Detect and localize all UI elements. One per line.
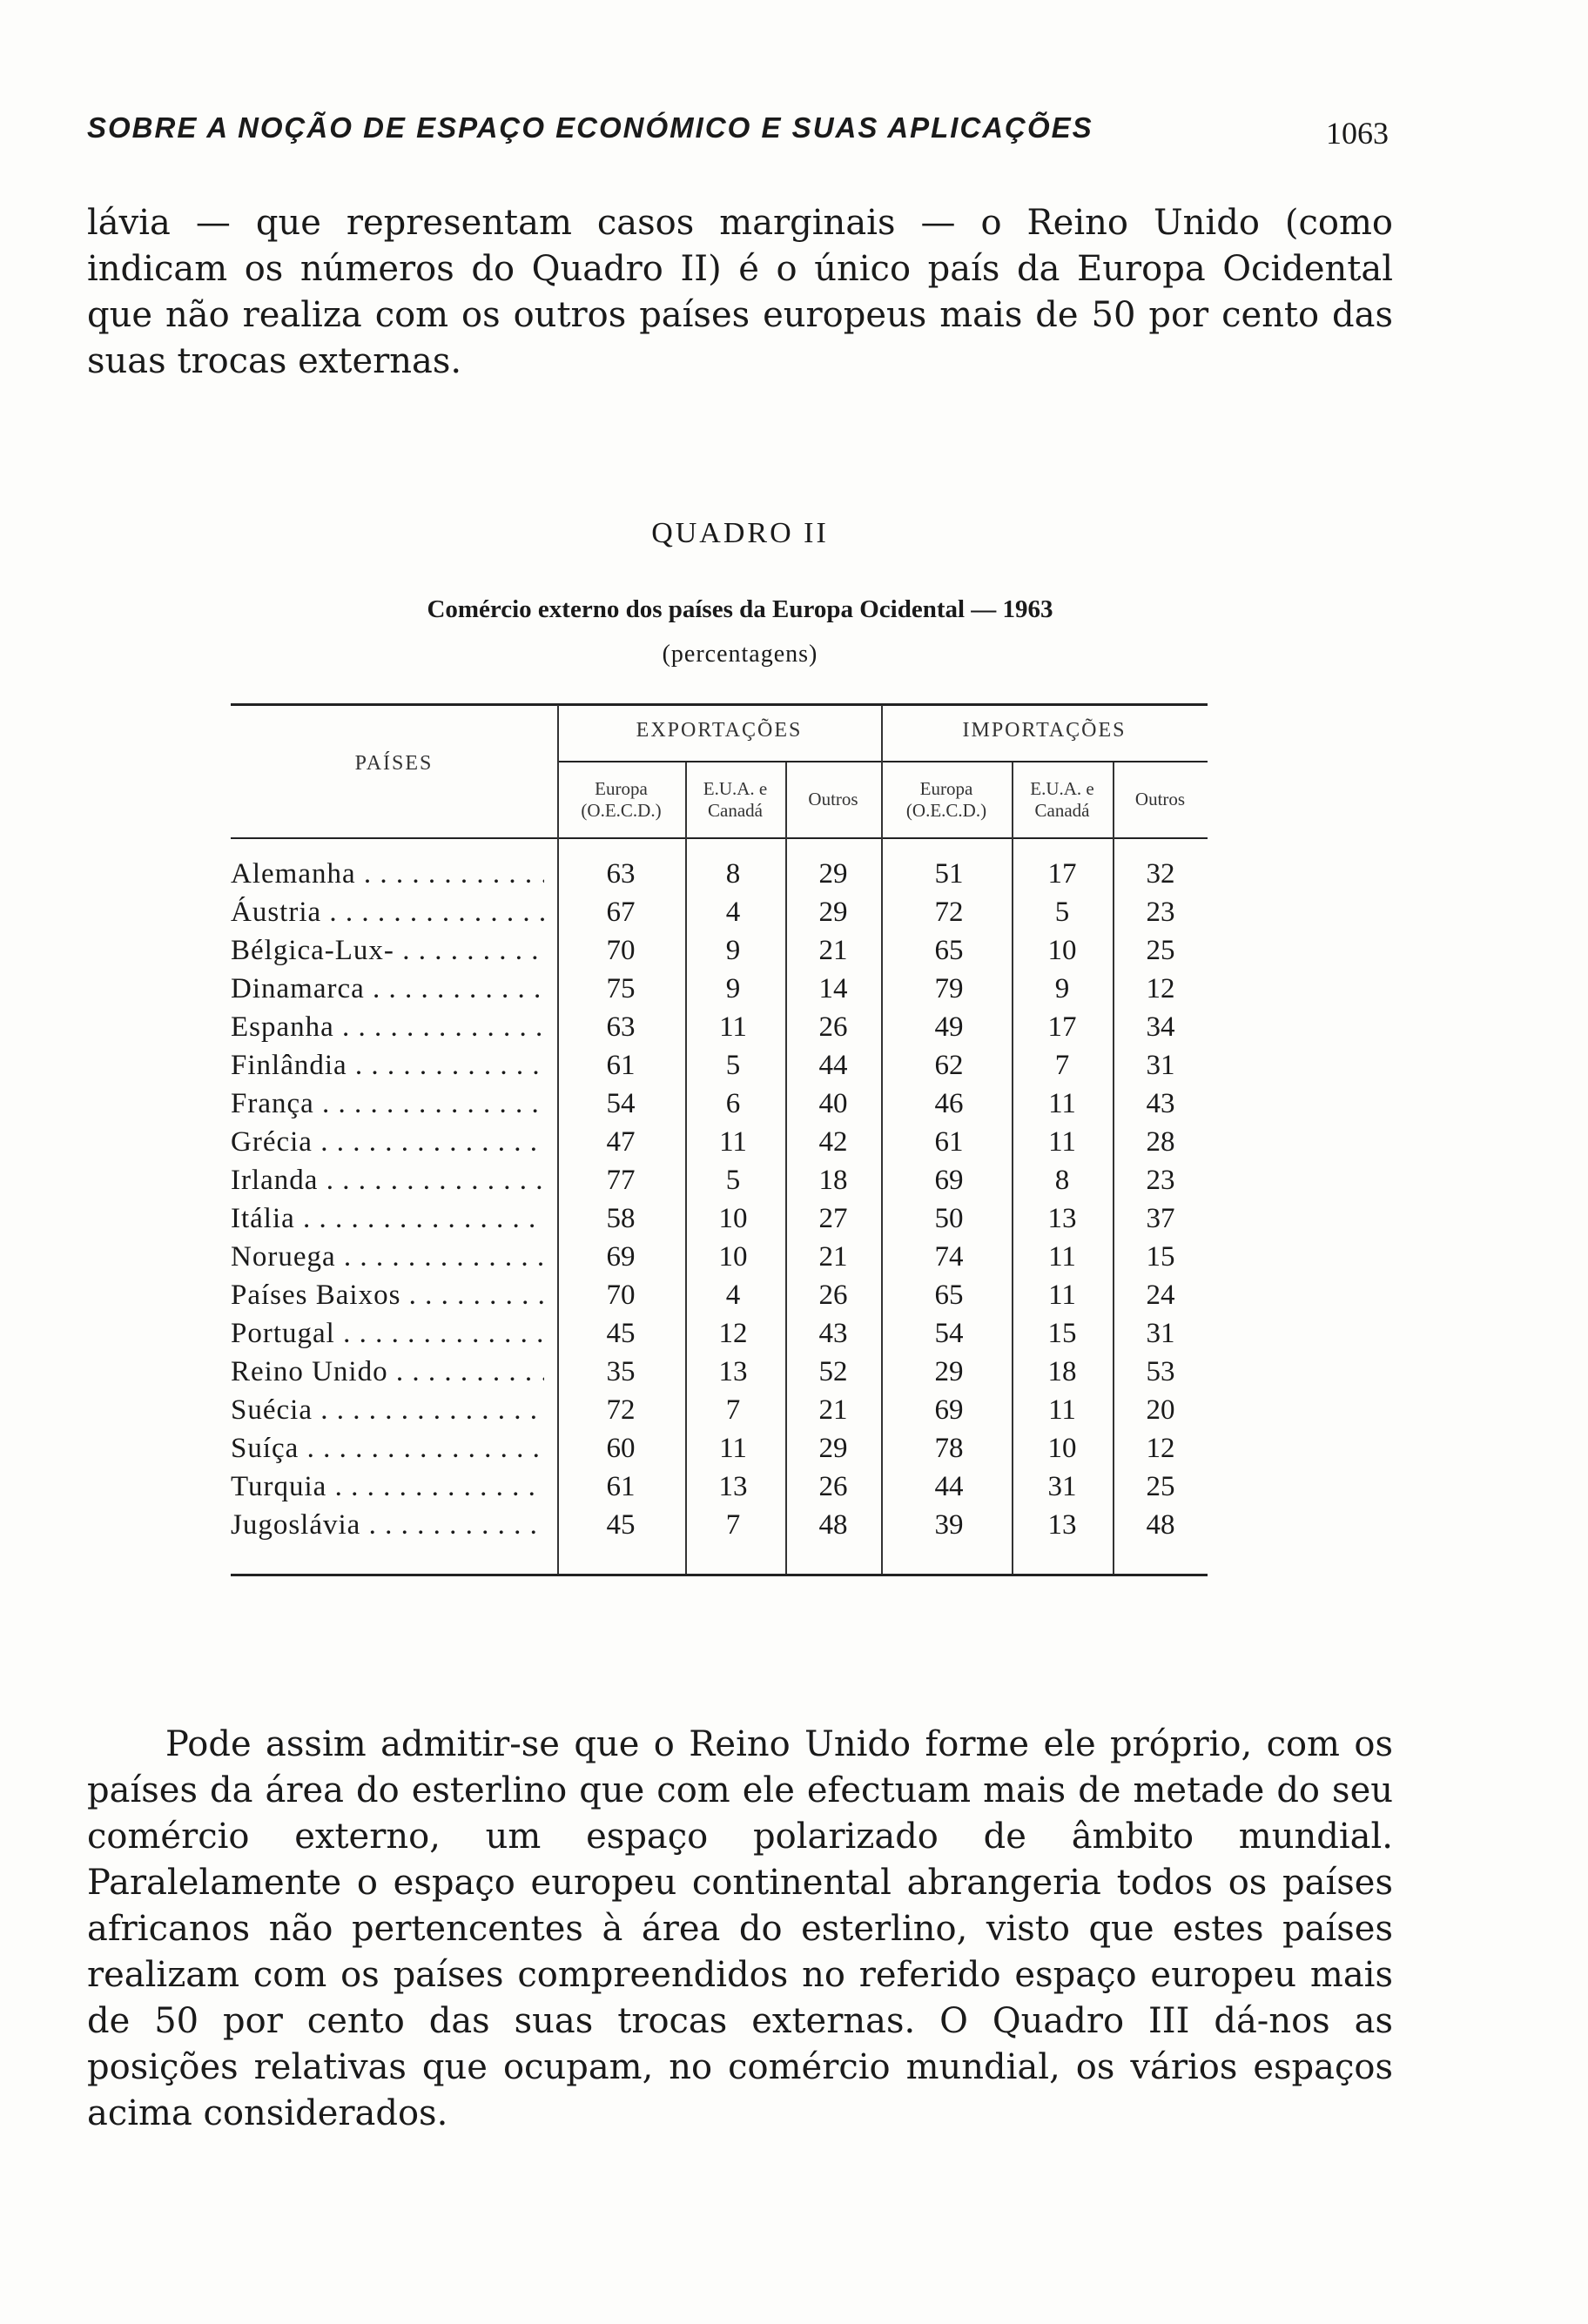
exp-others-value: 21	[818, 935, 848, 966]
row-country: Noruega . . .	[231, 1241, 544, 1273]
exp-usa-value: 5	[725, 1050, 741, 1081]
header-exp-europe	[557, 778, 685, 822]
imp-others-value: 34	[1146, 1011, 1175, 1043]
imp-usa-value: 10	[1047, 935, 1077, 966]
header-imp-europe	[881, 778, 1012, 822]
table-row	[231, 1011, 1215, 1050]
imp-others-value: 24	[1146, 1280, 1175, 1311]
exp-others-value: 48	[818, 1509, 848, 1541]
table-row	[231, 973, 1215, 1011]
imp-europe-value: 29	[934, 1356, 964, 1387]
exp-europe-value: 70	[606, 1280, 636, 1311]
imp-usa-value: 11	[1048, 1088, 1076, 1119]
header-countries: PAÍSES	[354, 752, 434, 775]
table-row	[231, 1318, 1215, 1356]
table-header-rule	[231, 837, 1208, 839]
running-head: SOBRE A NOÇÃO DE ESPAÇO ECONÓMICO E SUAS APLICAÇÕES	[87, 111, 1093, 144]
row-country: Finlândia . . .	[231, 1050, 544, 1082]
imp-europe-value: 65	[934, 935, 964, 966]
imp-others-value: 48	[1146, 1509, 1175, 1541]
exp-others-value: 18	[818, 1165, 848, 1196]
exp-usa-value: 13	[718, 1356, 748, 1387]
row-country: Bélgica-Lux- . . .	[231, 935, 544, 967]
row-country: Turquia . . .	[231, 1471, 544, 1503]
table-bottom-rule	[231, 1574, 1208, 1576]
table-group-rule-imports	[881, 761, 1208, 762]
exp-others-value: 27	[818, 1203, 848, 1234]
header-exp-others: Outros	[808, 789, 858, 809]
exp-others-value: 52	[818, 1356, 848, 1387]
exp-others-value: 14	[818, 973, 848, 1004]
header-imp-europe-line1: Europa	[919, 778, 973, 799]
row-country: Jugoslávia . . .	[231, 1509, 544, 1541]
imp-others-value: 31	[1146, 1318, 1175, 1349]
table-row	[231, 1050, 1215, 1088]
imp-europe-value: 44	[934, 1471, 964, 1502]
imp-usa-value: 5	[1054, 897, 1070, 928]
exp-usa-value: 10	[718, 1241, 748, 1273]
imp-usa-value: 18	[1047, 1356, 1077, 1387]
imp-others-value: 31	[1146, 1050, 1175, 1081]
table-unit: (percentagens)	[662, 641, 818, 668]
exp-others-value: 29	[818, 858, 848, 890]
paragraph-1: lávia — que representam casos marginais — o Reino Unido (como indicam os números do Quadro II) é o único país da Europa Ocidental que não realiza com os outros países europeus mais de 50 por cento das suas trocas externas.	[87, 203, 1393, 381]
row-country: Áustria . . .	[231, 897, 544, 929]
table-row	[231, 1280, 1215, 1318]
row-country: Alemanha . . .	[231, 858, 544, 890]
row-country: Países Baixos . . .	[231, 1280, 544, 1312]
exp-europe-value: 75	[606, 973, 636, 1004]
header-imp-usa-line1: E.U.A. e	[1030, 778, 1094, 799]
imp-others-value: 20	[1146, 1394, 1175, 1426]
exp-usa-value: 7	[725, 1509, 741, 1541]
exp-usa-value: 7	[725, 1394, 741, 1426]
exp-europe-value: 58	[606, 1203, 636, 1234]
imp-europe-value: 69	[934, 1394, 964, 1426]
table-label: QUADRO II	[651, 517, 829, 549]
header-exp-usa	[685, 778, 785, 822]
imp-others-value: 25	[1146, 935, 1175, 966]
imp-usa-value: 17	[1047, 858, 1077, 890]
imp-europe-value: 78	[934, 1433, 964, 1464]
imp-others-value: 23	[1146, 1165, 1175, 1196]
exp-europe-value: 45	[606, 1318, 636, 1349]
exp-usa-value: 11	[719, 1433, 747, 1464]
exp-usa-value: 6	[725, 1088, 741, 1119]
imp-europe-value: 62	[934, 1050, 964, 1081]
header-exp-usa-line2: Canadá	[708, 800, 763, 821]
exp-europe-value: 77	[606, 1165, 636, 1196]
exp-others-value: 40	[818, 1088, 848, 1119]
exp-europe-value: 72	[606, 1394, 636, 1426]
table-row	[231, 1165, 1215, 1203]
imp-europe-value: 39	[934, 1509, 964, 1541]
imp-usa-value: 9	[1054, 973, 1070, 1004]
exp-europe-value: 69	[606, 1241, 636, 1273]
exp-europe-value: 63	[606, 1011, 636, 1043]
row-country: França . . .	[231, 1088, 544, 1120]
imp-usa-value: 31	[1047, 1471, 1077, 1502]
exp-europe-value: 70	[606, 935, 636, 966]
exp-others-value: 42	[818, 1126, 848, 1158]
exp-usa-value: 9	[725, 935, 741, 966]
exp-europe-value: 54	[606, 1088, 636, 1119]
imp-europe-value: 54	[934, 1318, 964, 1349]
table-row	[231, 1088, 1215, 1126]
imp-others-value: 43	[1146, 1088, 1175, 1119]
exp-europe-value: 63	[606, 858, 636, 890]
imp-usa-value: 11	[1048, 1280, 1076, 1311]
imp-usa-value: 13	[1047, 1509, 1077, 1541]
imp-others-value: 12	[1146, 973, 1175, 1004]
exp-usa-value: 4	[725, 897, 741, 928]
header-imp-usa-line2: Canadá	[1034, 800, 1090, 821]
exp-europe-value: 61	[606, 1050, 636, 1081]
imp-others-value: 37	[1146, 1203, 1175, 1234]
header-imp-usa	[1012, 778, 1113, 822]
imp-europe-value: 61	[934, 1126, 964, 1158]
imp-europe-value: 50	[934, 1203, 964, 1234]
page-number: 1063	[1326, 116, 1389, 151]
header-exp-europe-line1: Europa	[595, 778, 648, 799]
exp-others-value: 44	[818, 1050, 848, 1081]
exp-others-value: 29	[818, 897, 848, 928]
row-country: Grécia . . .	[231, 1126, 544, 1159]
imp-others-value: 23	[1146, 897, 1175, 928]
imp-usa-value: 10	[1047, 1433, 1077, 1464]
exp-usa-value: 12	[718, 1318, 748, 1349]
paragraph-2: Pode assim admitir-se que o Reino Unido forme ele próprio, com os países da área do esterlino que com ele efectuam mais de metade do seu comércio externo, um espaço polarizado de âmbito mundial. Paralelamente o espaço europeu continental abrangeria todos os países africanos não pertencentes à área do esterlino, visto que estes países realizam com os países compreendidos no referido espaço europeu mais de 50 por cento das suas trocas externas. O Quadro III dá-nos as posições relativas que ocupam, no comércio mundial, os vários espaços acima considerados.	[87, 1724, 1393, 2133]
row-country: Portugal . . .	[231, 1318, 544, 1350]
exp-others-value: 21	[818, 1394, 848, 1426]
imp-europe-value: 79	[934, 973, 964, 1004]
exp-europe-value: 61	[606, 1471, 636, 1502]
table-row	[231, 1471, 1215, 1509]
row-country: Reino Unido . . .	[231, 1356, 544, 1388]
exp-europe-value: 47	[606, 1126, 636, 1158]
imp-europe-value: 51	[934, 858, 964, 890]
table-row	[231, 858, 1215, 897]
row-country: Irlanda . . .	[231, 1165, 544, 1197]
exp-others-value: 29	[818, 1433, 848, 1464]
imp-europe-value: 72	[934, 897, 964, 928]
row-country: Dinamarca . . .	[231, 973, 544, 1005]
imp-usa-value: 11	[1048, 1394, 1076, 1426]
header-imp-others: Outros	[1134, 789, 1186, 809]
imp-others-value: 15	[1146, 1241, 1175, 1273]
exp-others-value: 26	[818, 1471, 848, 1502]
imp-europe-value: 74	[934, 1241, 964, 1273]
row-country: Espanha . . .	[231, 1011, 544, 1044]
row-country: Suécia . . .	[231, 1394, 544, 1427]
imp-europe-value: 46	[934, 1088, 964, 1119]
header-imp-europe-line2: (O.E.C.D.)	[905, 800, 987, 821]
imp-others-value: 12	[1146, 1433, 1175, 1464]
imp-others-value: 28	[1146, 1126, 1175, 1158]
imp-usa-value: 11	[1048, 1241, 1076, 1273]
imp-usa-value: 15	[1047, 1318, 1077, 1349]
imp-others-value: 25	[1146, 1471, 1175, 1502]
table-row	[231, 1509, 1215, 1548]
exp-usa-value: 10	[718, 1203, 748, 1234]
header-imports: IMPORTAÇÕES	[962, 719, 1127, 742]
exp-usa-value: 4	[725, 1280, 741, 1311]
table-row	[231, 1241, 1215, 1280]
table-caption: Comércio externo dos países da Europa Ocidental — 1963	[427, 595, 1053, 623]
exp-europe-value: 35	[606, 1356, 636, 1387]
row-country: Itália . . .	[231, 1203, 544, 1235]
exp-europe-value: 60	[606, 1433, 636, 1464]
exp-others-value: 26	[818, 1011, 848, 1043]
exp-usa-value: 9	[725, 973, 741, 1004]
exp-usa-value: 13	[718, 1471, 748, 1502]
exp-usa-value: 8	[725, 858, 741, 890]
exp-europe-value: 45	[606, 1509, 636, 1541]
exp-others-value: 26	[818, 1280, 848, 1311]
exp-others-value: 21	[818, 1241, 848, 1273]
row-country: Suíça . . .	[231, 1433, 544, 1465]
table-row	[231, 897, 1215, 935]
header-exp-usa-line1: E.U.A. e	[703, 778, 768, 799]
table-row	[231, 1203, 1215, 1241]
exp-europe-value: 67	[606, 897, 636, 928]
exp-others-value: 43	[818, 1318, 848, 1349]
header-exp-europe-line2: (O.E.C.D.)	[581, 800, 662, 821]
table-row	[231, 1356, 1215, 1394]
imp-others-value: 32	[1146, 858, 1175, 890]
exp-usa-value: 5	[725, 1165, 741, 1196]
imp-europe-value: 65	[934, 1280, 964, 1311]
imp-usa-value: 17	[1047, 1011, 1077, 1043]
table-row	[231, 1394, 1215, 1433]
imp-usa-value: 11	[1048, 1126, 1076, 1158]
imp-others-value: 53	[1146, 1356, 1175, 1387]
header-exports: EXPORTAÇÕES	[636, 719, 803, 742]
exp-usa-value: 11	[719, 1126, 747, 1158]
table-row	[231, 935, 1215, 973]
imp-europe-value: 69	[934, 1165, 964, 1196]
imp-usa-value: 8	[1054, 1165, 1070, 1196]
imp-europe-value: 49	[934, 1011, 964, 1043]
table-row	[231, 1126, 1215, 1165]
imp-usa-value: 7	[1054, 1050, 1070, 1081]
imp-usa-value: 13	[1047, 1203, 1077, 1234]
exp-usa-value: 11	[719, 1011, 747, 1043]
table-group-rule-exports	[557, 761, 881, 762]
table-row	[231, 1433, 1215, 1471]
table-top-rule	[231, 703, 1208, 706]
